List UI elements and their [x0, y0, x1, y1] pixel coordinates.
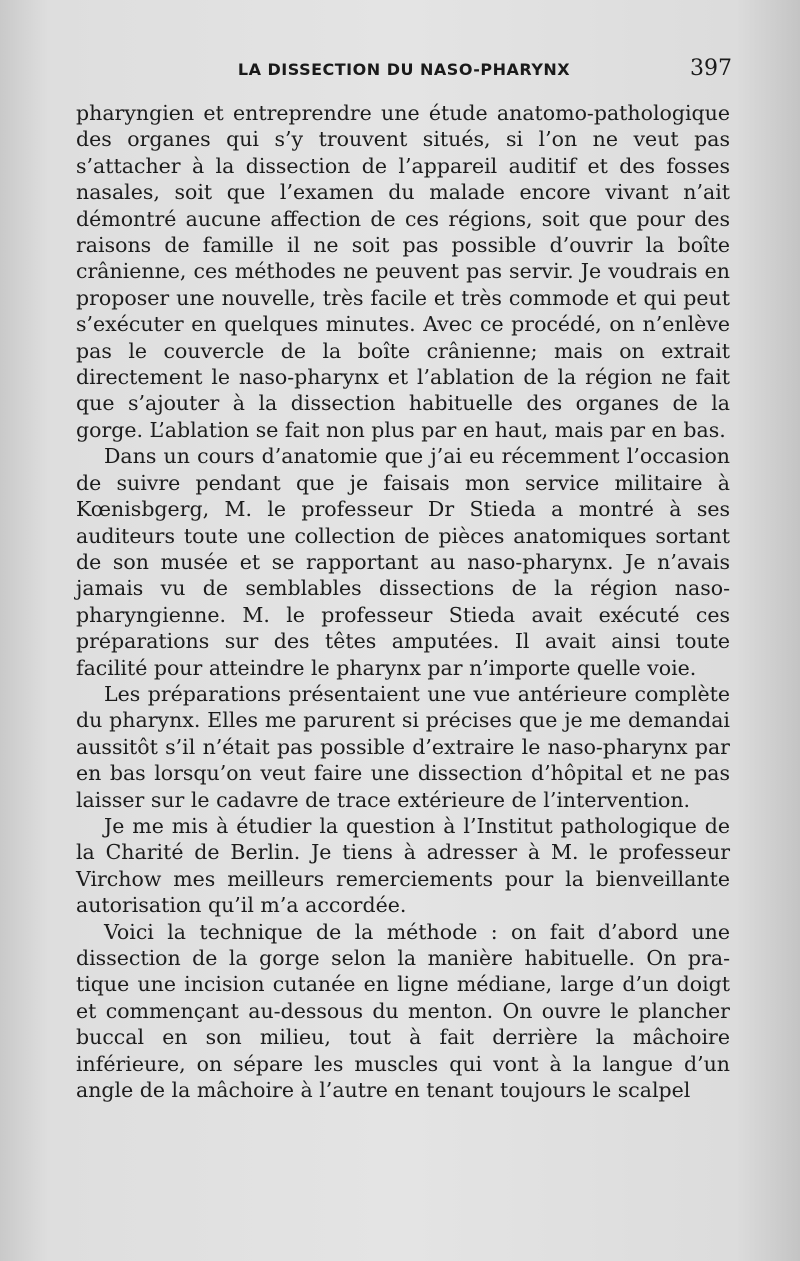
paragraph-1: pharyngien et entreprendre une étude anatomo-pathologique des organes qui s’y trouvent situés, si l’on ne veut pas s’attacher à la dissection de l’appareil auditif et des fosses nasales, soit que l’examen du malade encore vivant n’ait démontré aucune affection de ces régions, soit que pour des raisons de famille il ne soit pas possible d’ouvrir la boîte crânienne, ces méthodes ne peuvent pas servir. Je voudrais en proposer une nouvelle, très facile et très commode et qui peut s’exécuter en quelques minutes. Avec ce procédé, on n’enlève pas le couvercle de la boîte crânienne; mais on extrait directement le naso-pharynx et l’ablation de la région ne fait que s’ajouter à la dissection habituelle des organes de la gorge. L’ablation se fait non plus par en haut, mais par en bas.: [76, 101, 730, 442]
paragraph-4: Je me mis à étudier la question à l’Institut pathologique de la Charité de Berlin. Je tiens à adresser à M. le professeur Virchow mes meilleurs remerciements pour la bienveillante autorisation qu’il m’a accordée.: [76, 813, 730, 918]
page-number: 397: [690, 56, 732, 81]
body-text: [76, 100, 730, 1103]
running-title: LA DISSECTION DU NASO-PHARYNX: [237, 60, 571, 79]
paragraph-3: Les préparations présentaient une vue antérieure complète du pharynx. Elles me parurent si précises que je me demandai aussitôt s’il n’était pas possible d’extraire le naso-pharynx par en bas lorsqu’on veut faire une dissection d’hôpital et ne pas laisser sur le cadavre de trace extérieure de l’intervention.: [76, 681, 730, 812]
page-header: [76, 56, 732, 86]
paragraph-2: Dans un cours d’anatomie que j’ai eu récemment l’occasion de suivre pendant que je faisais mon service militaire à Kœnisbgerg, M. le professeur Dr Stieda a montré à ses auditeurs toute une collection de pièces anatomiques sortant de son musée et se rapportant au naso-pharynx. Je n’avais jamais vu de semblables dissections de la région nasopharyngienne. M. le professeur Stieda avait exécuté ces préparations sur des têtes amputées. Il avait ainsi toute facilité pour atteindre le pharynx par n’importe quelle voie.: [76, 444, 730, 680]
paragraph-5: Voici la technique de la méthode : on fait d’abord une dissection de la gorge selon la manière habituelle. On pratique une incision cutanée en ligne médiane, large d’un doigt et commençant au-dessous du menton. On ouvre le plancher buccal en son milieu, tout à fait derrière la mâchoire inférieure, on sépare les muscles qui vont à la langue d’un angle de la mâchoire à l’autre en tenant toujours le scalpel: [76, 919, 730, 1103]
